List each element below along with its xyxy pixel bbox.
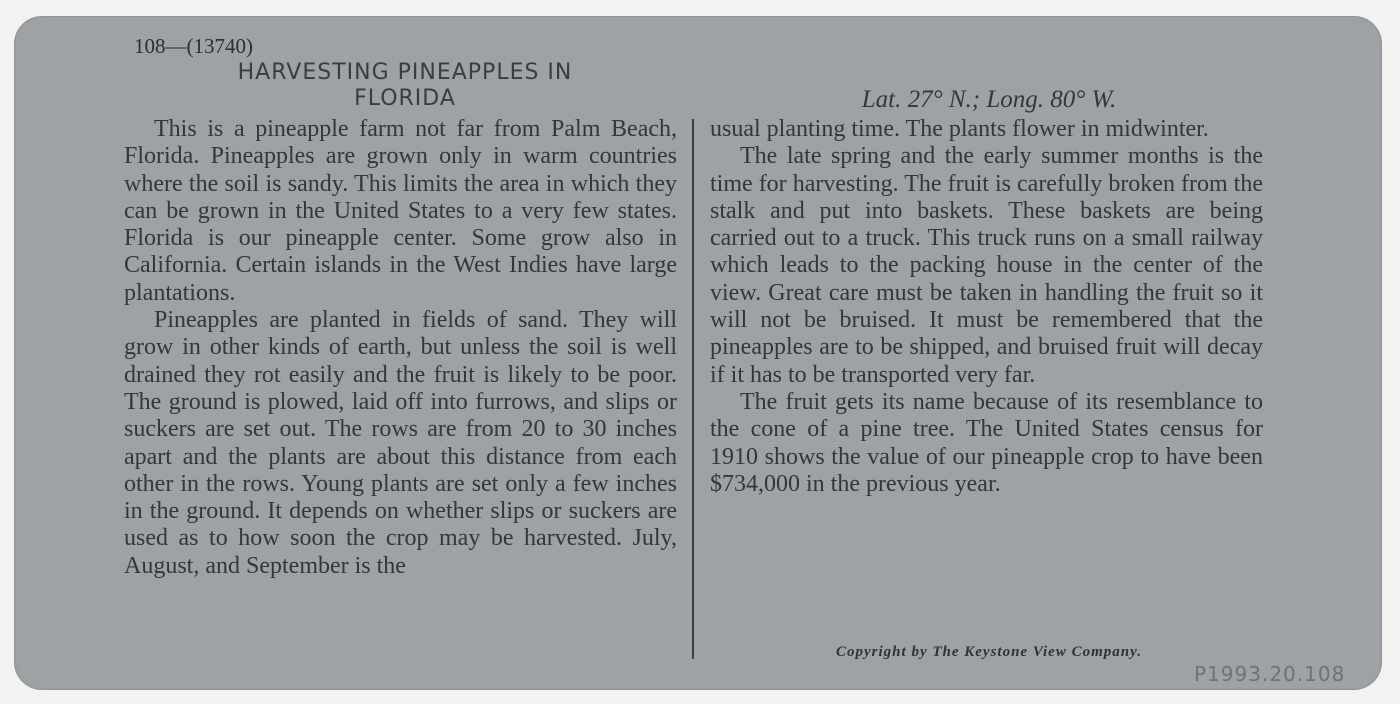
left-paragraph-2: Pineapples are planted in fields of sand. They will grow in other kinds of earth, but unless the soil is well drained they rot easily and the fruit is likely to be poor. The ground is plowed, laid off into furrows, and slips or suckers are set out. The rows are from 20 to 30 inches apart and the plants are about this distance from each other in the rows. Young plants are set only a few inches in the ground. It depends on whether slips or suckers are used as to how soon the crop may be harvested. July, August, and September is the [124,307,677,579]
copyright-notice: Copyright by The Keystone View Company. [836,644,1142,660]
card-title [124,60,686,112]
column-divider [692,119,694,659]
left-paragraph-1: This is a pineapple farm not far from Palm Beach, Florida. Pineapples are grown only in warm countries where the soil is sandy. This limits the area in which they can be grown in the United States to a very few states. Florida is our pineapple center. Some grow also in California. Certain islands in the West Indies have large plantations. [124,116,677,306]
coordinates: Lat. 27° N.; Long. 80° W. [861,86,1117,113]
catalog-number: P1993.20.108 [1194,662,1346,686]
left-column [124,116,677,580]
right-column [710,116,1263,498]
right-paragraph-2: The late spring and the early summer months is the time for harvesting. The fruit is carefully broken from the stalk and put into baskets. These baskets are being carried out to a truck. This truck runs on a small railway which leads to the packing house in the center of the view. Great care must be taken in handling the fruit so it will not be bruised. It must be remembered that the pineapples are to be shipped, and bruised fruit will decay if it has to be transported very far. [710,143,1263,388]
title-line-2: FLORIDA [354,86,456,111]
title-line-1: HARVESTING PINEAPPLES IN [237,60,573,85]
stereograph-card-back [14,16,1382,690]
right-paragraph-1: usual planting time. The plants flower in midwinter. [710,116,1209,142]
card-number: 108—(13740) [134,34,253,58]
right-paragraph-3: The fruit gets its name because of its resemblance to the cone of a pine tree. The United States census for 1910 shows the value of our pineapple crop to have been $734,000 in the previous year. [710,388,1263,497]
